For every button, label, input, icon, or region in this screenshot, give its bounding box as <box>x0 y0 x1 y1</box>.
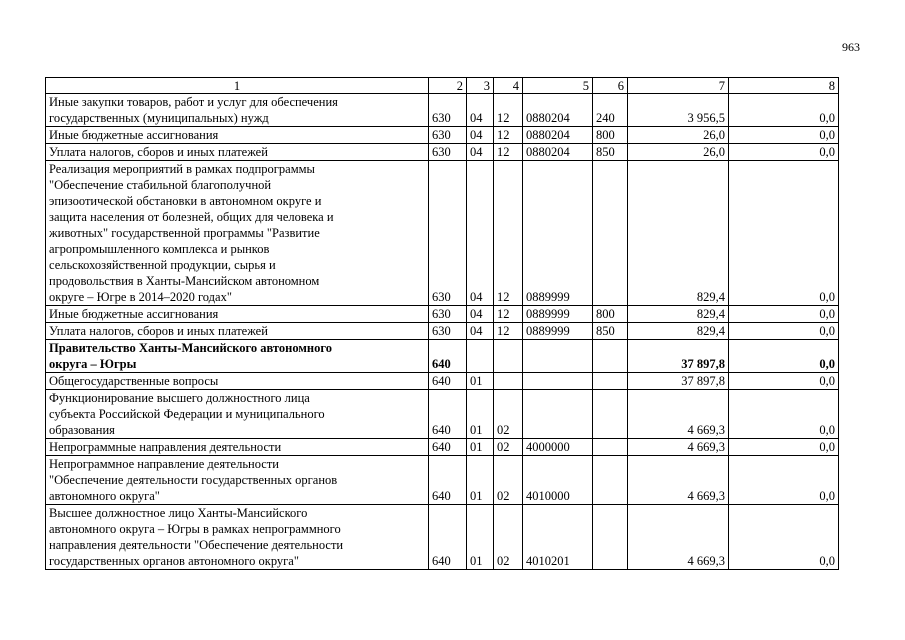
column8-cell: 0,0 <box>729 144 839 161</box>
row-name-cell: Правительство Ханты-Мансийского автономного округа – Югры <box>46 340 429 373</box>
expense-type-cell: 850 <box>593 323 628 340</box>
target-article-cell: 4010000 <box>523 456 593 505</box>
column8-cell: 0,0 <box>729 456 839 505</box>
target-article-cell: 0880204 <box>523 127 593 144</box>
table-row <box>46 390 839 439</box>
admin-code-cell: 640 <box>429 456 467 505</box>
expense-type-cell <box>593 505 628 570</box>
subsection-cell: 12 <box>494 144 523 161</box>
amount-cell: 37 897,8 <box>628 373 729 390</box>
amount-cell: 829,4 <box>628 323 729 340</box>
row-name-cell: Иные бюджетные ассигнования <box>46 306 429 323</box>
table-row <box>46 323 839 340</box>
header-cell: 8 <box>729 78 839 94</box>
table-row <box>46 161 839 306</box>
subsection-cell: 12 <box>494 306 523 323</box>
expense-type-cell <box>593 340 628 373</box>
section-cell <box>467 340 494 373</box>
header-cell: 6 <box>593 78 628 94</box>
target-article-cell: 0889999 <box>523 323 593 340</box>
expense-type-cell <box>593 439 628 456</box>
subsection-cell: 12 <box>494 127 523 144</box>
amount-cell: 26,0 <box>628 127 729 144</box>
admin-code-cell: 630 <box>429 94 467 127</box>
column8-cell: 0,0 <box>729 94 839 127</box>
table-row <box>46 373 839 390</box>
subsection-cell: 12 <box>494 323 523 340</box>
subsection-cell: 02 <box>494 456 523 505</box>
table-row <box>46 340 839 373</box>
amount-cell: 37 897,8 <box>628 340 729 373</box>
row-name-cell: Функционирование высшего должностного лица субъекта Российской Федерации и муниципального образования <box>46 390 429 439</box>
header-cell: 2 <box>429 78 467 94</box>
table-row <box>46 144 839 161</box>
subsection-cell: 12 <box>494 161 523 306</box>
row-name-cell: Иные бюджетные ассигнования <box>46 127 429 144</box>
column8-cell: 0,0 <box>729 161 839 306</box>
row-name-cell: Уплата налогов, сборов и иных платежей <box>46 323 429 340</box>
column8-cell: 0,0 <box>729 127 839 144</box>
admin-code-cell: 630 <box>429 144 467 161</box>
section-cell: 01 <box>467 439 494 456</box>
column8-cell: 0,0 <box>729 373 839 390</box>
amount-cell: 4 669,3 <box>628 439 729 456</box>
column8-cell: 0,0 <box>729 505 839 570</box>
column8-cell: 0,0 <box>729 340 839 373</box>
target-article-cell <box>523 373 593 390</box>
target-article-cell: 0889999 <box>523 306 593 323</box>
header-cell: 4 <box>494 78 523 94</box>
admin-code-cell: 630 <box>429 127 467 144</box>
section-cell: 04 <box>467 306 494 323</box>
expense-type-cell <box>593 373 628 390</box>
target-article-cell <box>523 340 593 373</box>
target-article-cell <box>523 390 593 439</box>
target-article-cell: 0889999 <box>523 161 593 306</box>
section-cell: 01 <box>467 505 494 570</box>
amount-cell: 829,4 <box>628 161 729 306</box>
admin-code-cell: 640 <box>429 340 467 373</box>
admin-code-cell: 640 <box>429 505 467 570</box>
table-header-row <box>46 78 839 94</box>
row-name-cell: Иные закупки товаров, работ и услуг для обеспечения государственных (муниципальных) нужд <box>46 94 429 127</box>
admin-code-cell: 640 <box>429 439 467 456</box>
section-cell: 04 <box>467 161 494 306</box>
admin-code-cell: 630 <box>429 323 467 340</box>
expense-type-cell: 850 <box>593 144 628 161</box>
header-cell: 3 <box>467 78 494 94</box>
subsection-cell: 12 <box>494 94 523 127</box>
section-cell: 04 <box>467 144 494 161</box>
column8-cell: 0,0 <box>729 323 839 340</box>
target-article-cell: 0880204 <box>523 94 593 127</box>
subsection-cell <box>494 340 523 373</box>
header-cell: 7 <box>628 78 729 94</box>
section-cell: 01 <box>467 390 494 439</box>
budget-table <box>45 77 839 570</box>
table-row <box>46 127 839 144</box>
subsection-cell: 02 <box>494 439 523 456</box>
row-name-cell: Высшее должностное лицо Ханты-Мансийского автономного округа – Югры в рамках непрограммного направления деятельности "Обеспечение деятельности государственных органов автономного округа" <box>46 505 429 570</box>
target-article-cell: 0880204 <box>523 144 593 161</box>
amount-cell: 4 669,3 <box>628 505 729 570</box>
admin-code-cell: 630 <box>429 161 467 306</box>
admin-code-cell: 640 <box>429 373 467 390</box>
page-number: 963 <box>842 40 860 54</box>
table-row <box>46 439 839 456</box>
amount-cell: 4 669,3 <box>628 390 729 439</box>
column8-cell: 0,0 <box>729 439 839 456</box>
row-name-cell: Уплата налогов, сборов и иных платежей <box>46 144 429 161</box>
table-row <box>46 505 839 570</box>
column8-cell: 0,0 <box>729 306 839 323</box>
table-row <box>46 456 839 505</box>
expense-type-cell <box>593 456 628 505</box>
header-cell: 5 <box>523 78 593 94</box>
subsection-cell: 02 <box>494 505 523 570</box>
section-cell: 04 <box>467 127 494 144</box>
amount-cell: 26,0 <box>628 144 729 161</box>
expense-type-cell: 800 <box>593 127 628 144</box>
target-article-cell: 4000000 <box>523 439 593 456</box>
header-cell: 1 <box>46 78 429 94</box>
table-row <box>46 94 839 127</box>
expense-type-cell: 800 <box>593 306 628 323</box>
section-cell: 01 <box>467 373 494 390</box>
section-cell: 01 <box>467 456 494 505</box>
section-cell: 04 <box>467 323 494 340</box>
target-article-cell: 4010201 <box>523 505 593 570</box>
subsection-cell <box>494 373 523 390</box>
table-body <box>46 94 839 570</box>
row-name-cell: Общегосударственные вопросы <box>46 373 429 390</box>
expense-type-cell: 240 <box>593 94 628 127</box>
expense-type-cell <box>593 390 628 439</box>
column8-cell: 0,0 <box>729 390 839 439</box>
amount-cell: 4 669,3 <box>628 456 729 505</box>
admin-code-cell: 630 <box>429 306 467 323</box>
admin-code-cell: 640 <box>429 390 467 439</box>
amount-cell: 829,4 <box>628 306 729 323</box>
amount-cell: 3 956,5 <box>628 94 729 127</box>
row-name-cell: Непрограммные направления деятельности <box>46 439 429 456</box>
subsection-cell: 02 <box>494 390 523 439</box>
expense-type-cell <box>593 161 628 306</box>
table-row <box>46 306 839 323</box>
row-name-cell: Реализация мероприятий в рамках подпрограммы "Обеспечение стабильной благополучной эпизоотической обстановки в автономном округе и защита населения от болезней, общих для человека и животных" государственной программы "Развитие агропромышленного комплекса и рынков сельскохозяйственной продукции, сырья и продовольствия в Ханты-Мансийском автономном округе – Югре в 2014–2020 годах" <box>46 161 429 306</box>
row-name-cell: Непрограммное направление деятельности "Обеспечение деятельности государственных органов автономного округа" <box>46 456 429 505</box>
section-cell: 04 <box>467 94 494 127</box>
